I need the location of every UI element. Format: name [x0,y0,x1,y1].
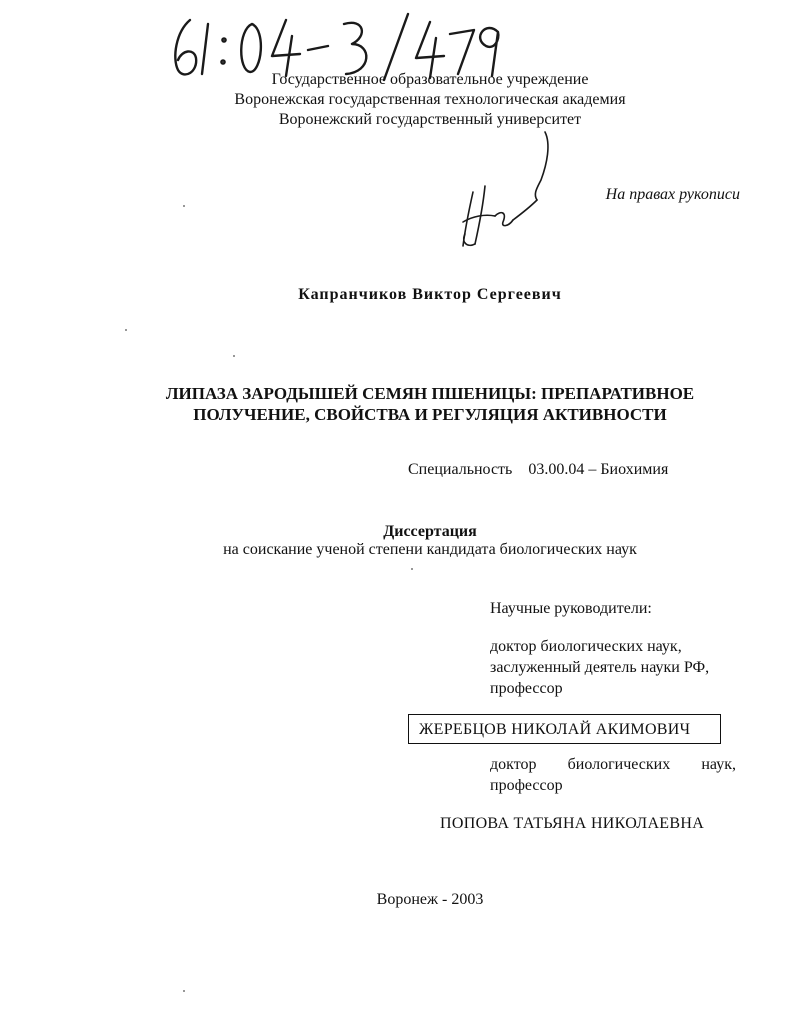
rights-note: На правах рукописи [605,186,740,203]
dissertation-heading: Диссертация [383,523,477,540]
supervisor-1-honor: заслуженный деятель науки РФ, [490,659,710,676]
scan-speck [125,329,127,331]
institution-line-2: Воронежская государственная технологическая академия [234,91,626,108]
supervisor-2-rank: профессор [490,777,563,794]
specialty [408,461,668,479]
title-line-2: ПОЛУЧЕНИЕ, СВОЙСТВА И РЕГУЛЯЦИЯ АКТИВНОСТИ [193,405,667,424]
scan-speck [411,568,413,570]
scan-speck [233,355,235,357]
supervisor-1-credentials [490,636,736,699]
institution-line-3: Воронежский государственный университет [278,111,582,128]
supervisor-2-name: ПОПОВА ТАТЬЯНА НИКОЛАЕВНА [440,815,705,832]
author-name: Капранчиков Виктор Сергеевич [298,286,562,303]
specialty-value: 03.00.04 – Биохимия [528,461,669,478]
supervisor-1-rank: профессор [490,680,563,697]
specialty-label: Специальность [408,461,513,478]
institution-line-1: Государственное образовательное учреждение [271,71,589,88]
supervisors-heading: Научные руководители: [490,600,652,617]
scan-speck [183,205,185,207]
city-year: Воронеж - 2003 [376,891,484,908]
dissertation-subtitle: на соискание ученой степени кандидата биологических наук [223,541,637,558]
title-line-1: ЛИПАЗА ЗАРОДЫШЕЙ СЕМЯН ПШЕНИЦЫ: ПРЕПАРАТИВНОЕ [165,384,695,403]
supervisor-2-degree: доктор биологических наук, [490,756,736,773]
scan-speck [183,990,185,992]
supervisor-2-credentials [490,754,736,796]
handwritten-signature [455,130,565,255]
supervisor-1-name: ЖЕРЕБЦОВ НИКОЛАЙ АКИМОВИЧ [408,714,721,744]
supervisor-1-degree: доктор биологических наук, [490,638,682,655]
